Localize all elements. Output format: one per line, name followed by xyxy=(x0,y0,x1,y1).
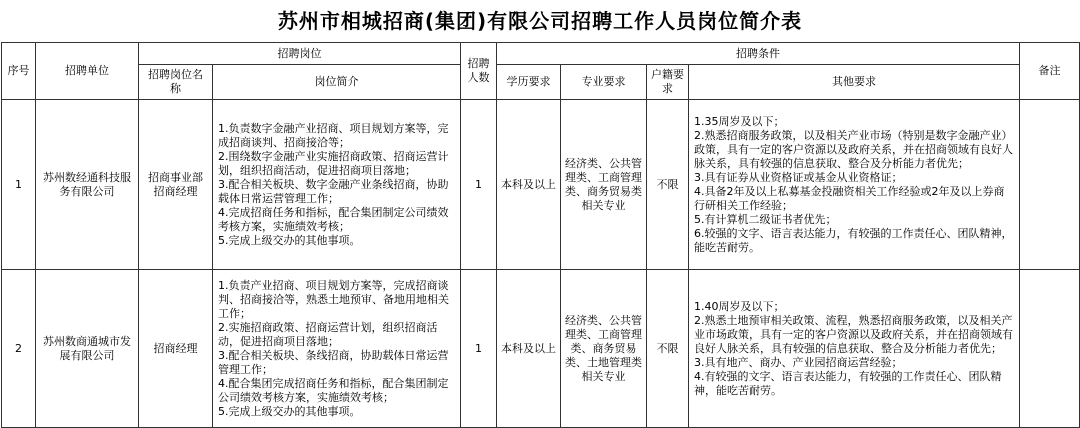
header-conditions: 招聘条件 xyxy=(497,43,1020,65)
positions-table xyxy=(1,42,1080,428)
desc-line: 1.负责产业招商、项目规划方案等，完成招商谈判、招商接洽等，熟悉土地预审、备地用地相关工作； xyxy=(218,278,449,320)
header-hukou: 户籍要求 xyxy=(647,65,689,100)
header-count: 招聘人数 xyxy=(461,43,497,100)
row-remark xyxy=(1020,100,1080,270)
row-desc xyxy=(213,100,461,270)
header-row-1 xyxy=(2,43,1080,65)
other-line: 3.具有证券从业资格证或基金从业资格证； xyxy=(694,170,903,184)
other-line: 6.较强的文字、语言表达能力，有较强的工作责任心、团队精神，能吃苦耐劳。 xyxy=(694,226,1013,254)
row-count: 1 xyxy=(461,270,497,428)
row-seq: 2 xyxy=(2,270,36,428)
row-remark xyxy=(1020,270,1080,428)
row-education: 本科及以上 xyxy=(497,100,561,270)
other-line: 2.熟悉招商服务政策，以及相关产业市场（特别是数字金融产业）政策，具有一定的客户资源以及政府关系，并在招商领域有良好人脉关系，具有较强的信息获取、整合及分析能力者优先； xyxy=(694,128,1013,170)
desc-line: 2.围绕数字金融产业实施招商政策、招商运营计划，组织招商活动，促进招商项目落地； xyxy=(218,149,449,177)
desc-line: 1.负责数字金融产业招商、项目规划方案等，完成招商谈判、招商接洽等； xyxy=(218,121,449,149)
row-major: 经济类、公共管理类、工商管理类、商务贸易类相关专业 xyxy=(561,100,647,270)
row-position: 招商事业部招商经理 xyxy=(139,100,213,270)
table-row xyxy=(2,270,1080,428)
row-education: 本科及以上 xyxy=(497,270,561,428)
desc-line: 5.完成上级交办的其他事项。 xyxy=(218,404,361,418)
row-hukou: 不限 xyxy=(647,270,689,428)
other-line: 4.具备2年及以上私募基金投融资相关工作经验或2年及以上券商行研相关工作经验； xyxy=(694,184,1005,212)
row-other xyxy=(689,100,1020,270)
row-other xyxy=(689,270,1020,428)
header-major: 专业要求 xyxy=(561,65,647,100)
header-seq: 序号 xyxy=(2,43,36,100)
row-desc xyxy=(213,270,461,428)
header-unit: 招聘单位 xyxy=(36,43,139,100)
header-position-name: 招聘岗位名称 xyxy=(139,65,213,100)
desc-line: 5.完成上级交办的其他事项。 xyxy=(218,233,361,247)
desc-line: 3.配合相关板块、条线招商，协助载体日常运营管理工作； xyxy=(218,348,449,376)
header-position-group: 招聘岗位 xyxy=(139,43,461,65)
row-position: 招商经理 xyxy=(139,270,213,428)
row-hukou: 不限 xyxy=(647,100,689,270)
table-row xyxy=(2,100,1080,270)
other-line: 2.熟悉土地预审相关政策、流程，熟悉招商服务政策，以及相关产业市场政策，具有一定的客户资源以及政府关系，并在招商领域有良好人脉关系，具有较强的信息获取、整合及分析能力者优先； xyxy=(694,313,1013,355)
header-other: 其他要求 xyxy=(689,65,1020,100)
desc-line: 4.完成招商任务和指标，配合集团制定公司绩效考核方案，实施绩效考核； xyxy=(218,205,449,233)
desc-line: 2.实施招商政策、招商运营计划，组织招商活动，促进招商项目落地； xyxy=(218,320,438,348)
other-line: 3.具有地产、商办、产业园招商运营经验； xyxy=(694,355,903,369)
other-line: 1.35周岁及以下； xyxy=(694,114,785,128)
header-row-2 xyxy=(2,65,1080,100)
header-education: 学历要求 xyxy=(497,65,561,100)
header-position-desc: 岗位简介 xyxy=(213,65,461,100)
row-seq: 1 xyxy=(2,100,36,270)
other-line: 4.有较强的文字、语言表达能力，有较强的工作责任心、团队精神，能吃苦耐劳。 xyxy=(694,369,1002,397)
row-major: 经济类、公共管理类、工商管理类、商务贸易类、土地管理类相关专业 xyxy=(561,270,647,428)
desc-line: 4.配合集团完成招商任务和指标，配合集团制定公司绩效考核方案，实施绩效考核； xyxy=(218,376,449,404)
other-line: 1.40周岁及以下； xyxy=(694,299,785,313)
row-count: 1 xyxy=(461,100,497,270)
row-unit: 苏州数商通城市发展有限公司 xyxy=(36,270,139,428)
desc-line: 3.配合相关板块、数字金融产业条线招商，协助载体日常运营管理工作； xyxy=(218,177,449,205)
header-remark: 备注 xyxy=(1020,43,1080,100)
page-title: 苏州市相城招商(集团)有限公司招聘工作人员岗位简介表 xyxy=(277,9,803,33)
row-unit: 苏州数经通科技服务有限公司 xyxy=(36,100,139,270)
other-line: 5.有计算机二级证书者优先； xyxy=(694,212,837,226)
